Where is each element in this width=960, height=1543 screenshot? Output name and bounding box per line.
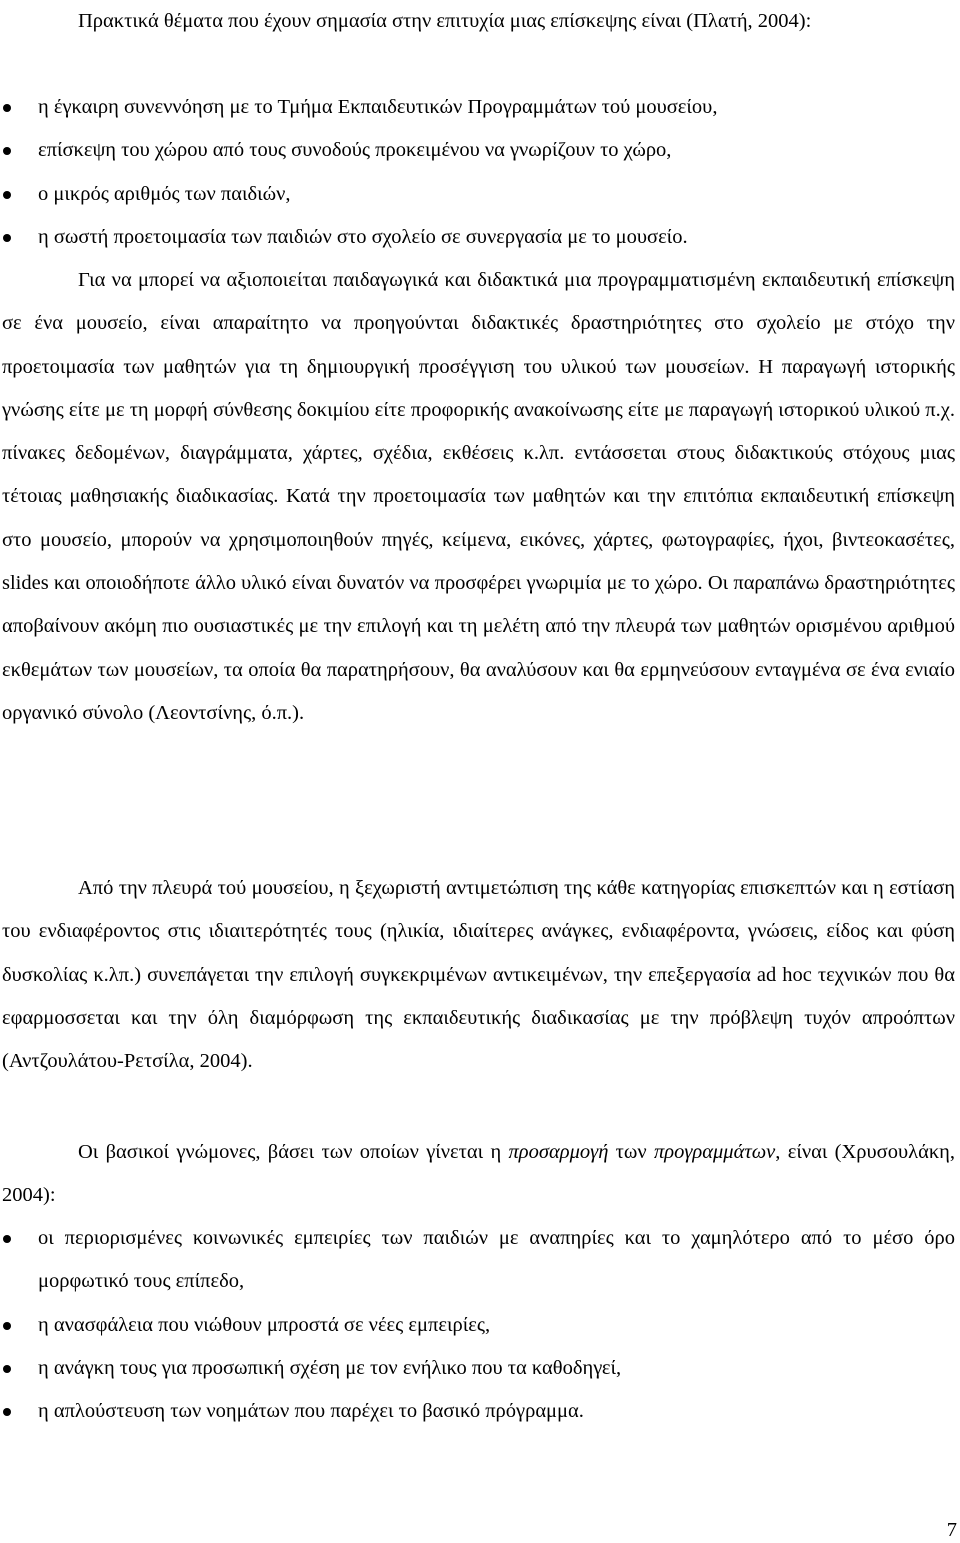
bullet-icon [3,1365,11,1373]
bullet-icon [3,1322,11,1330]
list-item [0,1304,955,1347]
list-item-text: η ανασφάλεια που νιώθουν μπροστά σε νέες εμπειρίες, [38,1313,491,1336]
paragraph-school-preparation [2,259,955,735]
paragraph-text: Για να μπορεί να αξιοποιείται παιδαγωγικά και διδακτικά μια προγραμματισμένη εκπαιδευτική επίσκεψη σε ένα μουσείο, είναι απαραίτητο να προηγούνται διδακτικές δραστηριότητες στο σχολείο με στόχο την προετοιμασία των μαθητών για τη δημιουργική προσέγγιση του υλικού των μουσείων. Η παραγωγή ιστορικής γνώσης είτε με τη μορφή σύνθεσης δοκιμίου είτε προφορικής ανακοίνωσης είτε με παραγωγή ιστορικού υλικού π.χ. πίνακες δεδομένων, διαγράμματα, χάρτες, σχέδια, εκθέσεις κ.λπ. εντάσσεται στους διδακτικούς στόχους μιας τέτοιας μαθησιακής διαδικασίας. Κατά την προετοιμασία των μαθητών και την επιτόπια εκπαιδευτική επίσκεψη στο μουσείο, μπορούν να χρησιμοποιηθούν πηγές, κείμενα, εικόνες, χάρτες, φωτογραφίες, ήχοι, βιντεοκασέτες, slides και οποιοδήποτε άλλο υλικό είναι δυνατόν να προσφέρει γνωριμία με το χώρο. Οι παραπάνω δραστηριότητες αποβαίνουν ακόμη πιο ουσιαστικές με την επιλογή και τη μελέτη από την πλευρά των μαθητών ορισμένου αριθμού εκθεμάτων των μουσείων, τα οποία θα παρατηρήσουν, θα αναλύσουν και θα ερμηνεύσουν ενταγμένα σε ένα ενιαίο οργανικό σύνολο (Λεοντσίνης, ό.π.). [2,269,955,724]
paragraph-text-part: των [608,1141,654,1163]
bullet-icon [3,104,11,112]
list-item [0,1217,955,1304]
list-item [0,216,955,259]
bullet-icon [3,1408,11,1416]
list-item-text: η ανάγκη τους για προσωπική σχέση με τον ενήλικο που τα καθοδηγεί, [38,1356,622,1379]
paragraph-basic-criteria [2,1131,955,1218]
paragraph-text-part: , είναι (Χρυσουλάκη, 2004): [2,1141,955,1207]
page-number: 7 [946,1519,957,1541]
list-item-text: η σωστή προετοιμασία των παιδιών στο σχολείο σε συνεργασία με το μουσείο. [38,225,688,248]
list-item-text: ο μικρός αριθμός των παιδιών, [38,182,291,205]
criteria-list [0,1217,955,1433]
bullet-icon [3,234,11,242]
list-item [0,1347,955,1390]
list-item [0,173,955,216]
bullet-icon [3,191,11,199]
practical-issues-list [0,86,955,259]
list-item-text: η έγκαιρη συνεννόηση με το Τμήμα Εκπαιδευτικών Προγραμμάτων τού μουσείου, [38,96,718,118]
bullet-icon [3,147,11,155]
list-item-text: επίσκεψη του χώρου από τους συνοδούς προκειμένου να γνωρίζουν το χώρο, [38,139,672,162]
paragraph-text: Από την πλευρά τού μουσείου, η ξεχωριστή αντιμετώπιση της κάθε κατηγορίας επισκεπτών και η εστίαση του ενδιαφέροντος στις ιδιαιτερότητές τους (ηλικία, ιδιαίτερες ανάγκες, ενδιαφέροντα, γνώσεις, είδος και φύση δυσκολίας κ.λπ.) συνεπάγεται την επιλογή συγκεκριμένων αντικειμένων, την επεξεργασία ad hoc τεχνικών που θα εφαρμοσσεται και την όλη διαμόρφωση της εκπαιδευτικής διαδικασίας με την πρόβλεψη τυχόν απροόπτων (Αντζουλάτου-Ρετσίλα, 2004). [2,877,955,1073]
list-item [0,129,955,172]
paragraph-practical-issues [2,0,955,43]
paragraph-text-part: Οι βασικοί γνώμονες, βάσει των οποίων γίνεται η [78,1141,509,1163]
list-item-text: η απλούστευση των νοημάτων που παρέχει το βασικό πρόγραμμα. [38,1400,584,1423]
list-item-text: οι περιορισμένες κοινωνικές εμπειρίες των παιδιών με αναπηρίες και το χαμηλότερο από το μέσο όρο μορφωτικό τους επίπεδο, [38,1227,955,1293]
bullet-icon [3,1235,11,1243]
emphasis-programs: προγραμμάτων [653,1141,776,1163]
paragraph-museum-side [2,867,955,1083]
list-item [0,86,955,129]
paragraph-text: Πρακτικά θέματα που έχουν σημασία στην επιτυχία μιας επίσκεψης είναι (Πλατή, 2004): [78,10,812,32]
emphasis-adaptation: προσαρμογή [508,1141,609,1163]
list-item [0,1390,955,1433]
